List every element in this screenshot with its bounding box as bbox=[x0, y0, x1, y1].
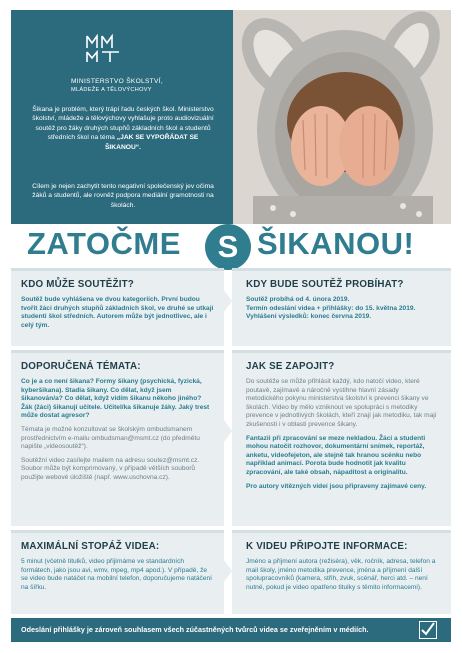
checkmark-icon bbox=[420, 622, 435, 637]
length-heading: MAXIMÁLNÍ STOPÁŽ VIDEA: bbox=[21, 541, 160, 552]
how-intro: Do soutěže se může přihlásit každý, kdo natočí video, které poutavě, zajímavě a náročně vystihne hlavní zásady metodického pokynu ministerstva školství k prevenci šikany ve školách. Video by mělo vzniknout ve spolupráci s metodiky prevence v jednotlivých školách, kteří znají jak metodiku, tak mají zkušenosti i v oblasti prevence šikany. bbox=[246, 378, 437, 428]
when-start: Soutěž probíhá od 4. února 2019. bbox=[246, 296, 350, 303]
info-text: Jméno a příjmení autora (režiséra), věk, ročník, adresa, telefon a mail školy, jméno metodika prevence, jména a příjmení další spolupracovníků (kamera, střih, zvuk, scénář, herci atd. – není nutné, pokud je video opatřeno titulky s těmito informacemi). bbox=[246, 558, 436, 591]
topics-heading: DOPORUČENÁ TÉMATA: bbox=[21, 361, 141, 372]
arrow-right-icon bbox=[224, 290, 232, 312]
max-length-box bbox=[11, 530, 224, 614]
who-can-compete-box bbox=[11, 268, 224, 346]
arrow-right-icon bbox=[224, 420, 232, 442]
intro-topic: „JAK SE VYPOŘÁDAT SE ŠIKANOU“. bbox=[104, 134, 199, 151]
how-to-join-box bbox=[232, 350, 451, 526]
intro-paragraph: Šikana je problém, který trápí řadu českých škol. Ministerstvo školství, mládeže a tělovýchovy vyhlašuje proto audiovizuální soutěž pro žáky druhých stupňů základních škol a studentů středních škol na téma bbox=[32, 106, 214, 142]
footer-bar bbox=[11, 618, 451, 642]
topics-list: Co je a co není šikana? Formy šikany (psychická, fyzická, kyberšikana). Stadia šikany. Co dělat, když jsem šikanován/a? Co dělat, když vidím šikanu někoho jiného? Žák (žáci) šikanují učitele. Učitel/ka šikanuje žáky. Jaký trest může dostat agresor? bbox=[21, 378, 210, 420]
campaign-title bbox=[11, 224, 451, 264]
footer-consent-text: Odeslání přihlášky je zároveň souhlasem všech zúčastněných tvůrců videa se zveřejněním v médiích. bbox=[21, 625, 369, 634]
title-s-circle: S bbox=[205, 224, 251, 270]
intro-panel bbox=[11, 10, 233, 224]
recommended-topics-box bbox=[11, 350, 224, 526]
when-results: Vyhlášení výsledků: konec června 2019. bbox=[246, 313, 372, 321]
arrow-right-icon bbox=[224, 560, 232, 582]
intro-goal: Cílem je nejen zachytit tento negativní společenský jev očima žáků a studentů, ale rovněž podpora mediální gramotnosti na školách. bbox=[32, 183, 214, 209]
when-deadline: Termín odeslání videa + přihlášky: do 15. května 2019. bbox=[246, 304, 416, 312]
attach-info-box bbox=[232, 530, 451, 614]
topics-consultation: Témata je možné konzultovat se školským ombudsmanem prostřednictvím e-mailu ombudsman@msmt.cz (do předmětu napište „videosoutěž“). bbox=[21, 425, 200, 451]
how-creativity: Fantazii při zpracování se meze nekladou. Žáci a studenti mohou natočit rozhovor, dokumentární snímek, reportáž, anketu, videofejeton, ale stejně tak hranou scénku nebo například animaci. Porota bude hodnotit jak kvalitu zpracování, ale také obsah, nápaditost a originalitu. bbox=[246, 434, 426, 476]
intro-text bbox=[29, 105, 217, 152]
how-prizes: Pro autory vítězných videí jsou připraveny zajímavé ceny. bbox=[246, 482, 427, 490]
title-left-word: ZATOČME bbox=[27, 226, 181, 261]
checkbox-icon bbox=[419, 621, 437, 639]
hero-photo bbox=[233, 10, 451, 224]
ministry-line-2: MLÁDEŽE A TĚLOVÝCHOVY bbox=[71, 87, 152, 93]
length-text: 5 minut (včetně titulků, video přijímáme ve standardních formátech, jako jsou avi, wmv, mpeg, mp4 apod.). V případě, že se video bude natáčet na mobilní telefon, doporučujeme natáčení na šířku. bbox=[21, 558, 212, 591]
title-right-word: ŠIKANOU! bbox=[257, 226, 415, 261]
ministry-name bbox=[71, 78, 221, 94]
info-heading: K VIDEU PŘIPOJTE INFORMACE: bbox=[246, 541, 408, 552]
how-heading: JAK SE ZAPOJIT? bbox=[246, 361, 335, 372]
header-banner bbox=[11, 10, 451, 224]
when-box bbox=[232, 268, 451, 346]
child-hiding-face-illustration bbox=[233, 10, 451, 224]
who-heading: KDO MŮŽE SOUTĚŽIT? bbox=[21, 279, 134, 290]
ministry-line-1: MINISTERSTVO ŠKOLSTVÍ, bbox=[71, 78, 163, 85]
when-heading: KDY BUDE SOUTĚŽ PROBÍHAT? bbox=[246, 279, 404, 290]
topics-submission: Soutěžní video zasílejte mailem na adresu soutez@msmt.cz. Soubor může být komprimovaný, v případě větších souborů použijte webové úložiště (např. www.uschovna.cz). bbox=[21, 456, 200, 481]
msmt-logo bbox=[85, 34, 121, 64]
who-text: Soutěž bude vyhlášena ve dvou kategoriích. První budou tvořit žáci druhých stupňů základních škol, ve druhé se utkají studenti škol středních. Autorem může být jednotlivec, ale i celý tým. bbox=[21, 296, 214, 329]
